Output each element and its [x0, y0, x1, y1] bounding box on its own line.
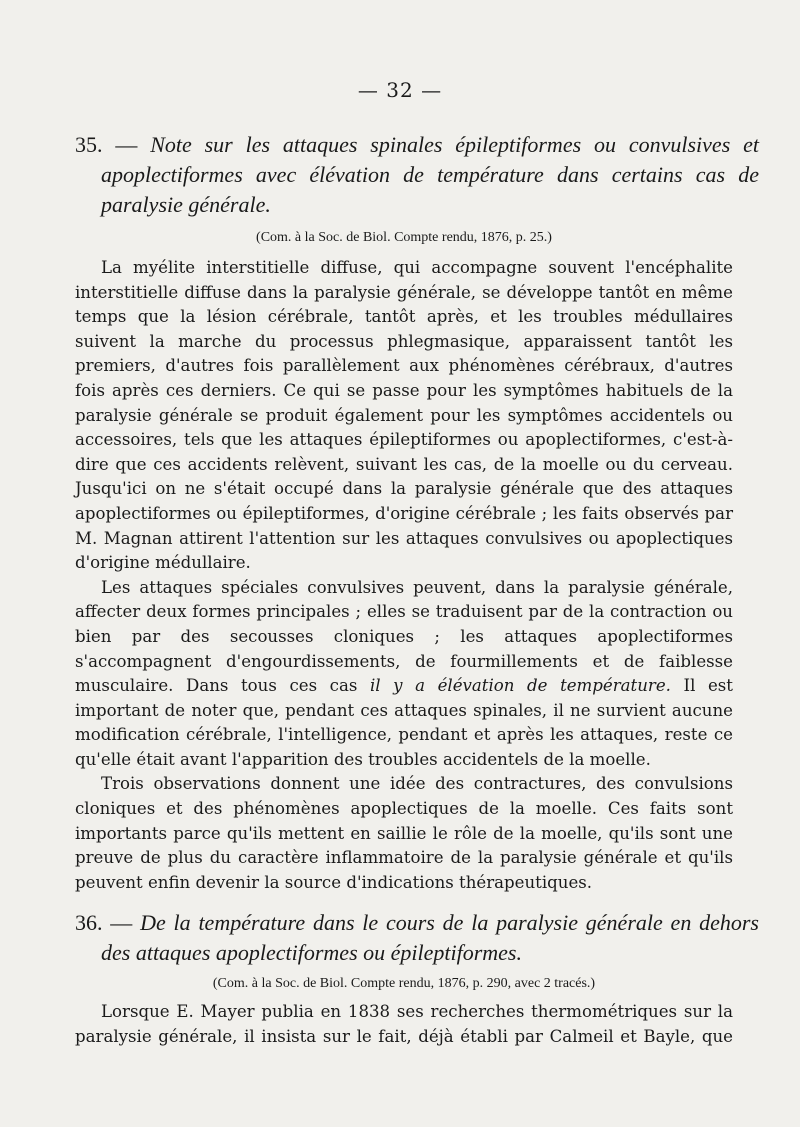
section-36-paragraph-1: Lorsque E. Mayer publia en 1838 ses recherches thermométriques sur la paralysie générale, il insista sur le fait, déjà établi par Calmeil et Bayle, que: [75, 1002, 733, 1046]
section-35-title: Note sur les attaques spinales épileptiformes ou convulsives et apoplectiformes avec élévation de température dans certains cas de paralysie générale.: [101, 132, 759, 217]
paragraph-2-emphasis: il y a élévation de température.: [369, 676, 671, 696]
section-35-heading: [75, 130, 759, 220]
section-35-paragraph-3: Trois observations donnent une idée des contractures, des convulsions cloniques et des phénomènes apoplectiques de la moelle. Ces faits sont importants parce qu'ils mettent en saillie le rôle de la moelle, qu'ils sont une preuve de plus du caractère inflammatoire de la paralysie générale et qu'ils peuvent enfin devenir la source d'indications thérapeutiques.: [75, 774, 733, 892]
section-36-heading: [75, 908, 759, 968]
section-35-paragraph-1: La myélite interstitielle diffuse, qui accompagne souvent l'encéphalite interstitielle diffuse dans la paralysie générale, se développe tantôt en même temps que la lésion cérébrale, tantôt après, et les troubles médullaires suivent la marche du processus phlegmasique, apparaissent tantôt les premiers, d'autres fois parallèlement aux phénomènes cérébraux, d'autres fois après ces derniers. Ce qui se passe pour les symptômes habituels de la paralysie générale se produit également pour les symptômes accidentels ou accessoires, tels que les attaques épileptiformes ou apoplectiformes, c'est-à-dire que ces accidents relèvent, suivant les cas, de la moelle ou du cerveau. Jusqu'ici on ne s'était occupé dans la paralysie générale que des attaques apoplectiformes ou épileptiformes, d'origine cérébrale ; les faits observés par M. Magnan attirent l'attention sur les attaques convulsives ou apoplectiques d'origine médullaire.: [75, 258, 733, 573]
section-36-number: 36.: [75, 910, 103, 935]
section-36-body: [75, 1000, 733, 1049]
section-35-paragraph-2: [75, 576, 733, 773]
section-36-title: De la température dans le cours de la paralysie générale en dehors des attaques apoplectiformes ou épileptiformes.: [101, 910, 759, 965]
paragraph-2-text-b: Il est important de noter que, pendant ces attaques spinales, il ne survient aucune modification cérébrale, l'intelligence, pendant et après les attaques, reste ce qu'elle était avant l'apparition des troubles accidentels de la moelle.: [75, 676, 733, 769]
section-36-dash: —: [110, 910, 133, 935]
paragraph-2-text-a: Les attaques spéciales convulsives peuvent, dans la paralysie générale, affecter deux formes principales ; elles se traduisent par de la contraction ou bien par des secousses cloniques ; les attaques apoplectiformes s'accompagnent d'engourdissements, de fourmillements et de faiblesse musculaire. Dans tous ces cas: [75, 577, 733, 696]
section-35-body: [75, 256, 733, 895]
page-number: — 32 —: [357, 78, 443, 102]
section-35-number: 35.: [75, 132, 103, 157]
section-35-dash: —: [115, 132, 138, 157]
section-36-reference: (Com. à la Soc. de Biol. Compte rendu, 1876, p. 290, avec 2 tracés.): [212, 976, 596, 991]
section-35-reference: (Com. à la Soc. de Biol. Compte rendu, 1876, p. 25.): [256, 230, 552, 245]
